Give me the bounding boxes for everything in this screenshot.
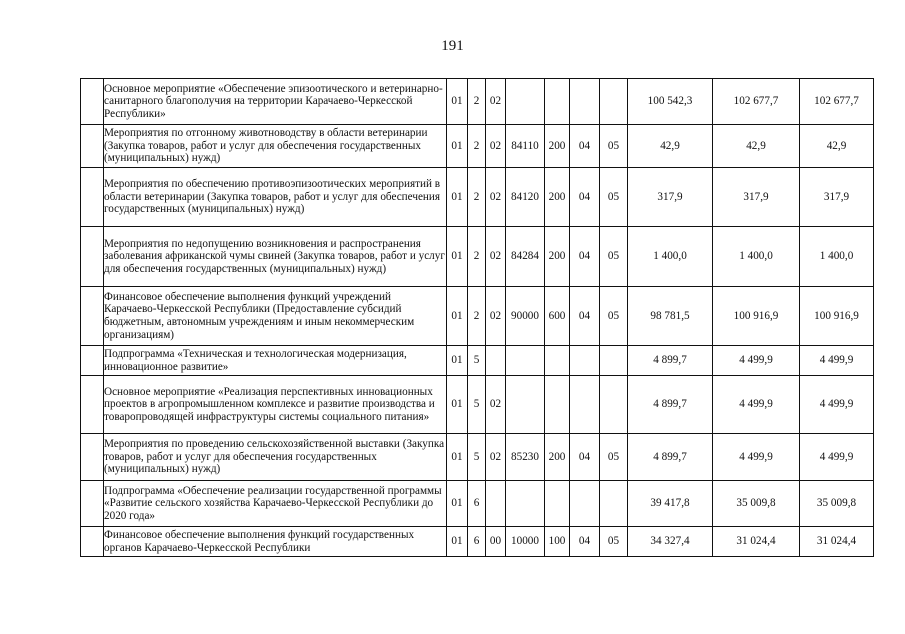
code-cell: 05 (600, 168, 628, 227)
item-name: Мероприятия по отгонному животноводству в области ветеринарии (Закупка товаров, работ и услуг для обеспечения государственных (муниципальных) нужд) (104, 125, 447, 168)
table-row (81, 434, 874, 481)
blank-cell (81, 125, 104, 168)
code-cell: 01 (447, 481, 468, 527)
table-row (81, 168, 874, 227)
code-cell: 2 (468, 168, 486, 227)
code-cell: 01 (447, 168, 468, 227)
code-cell: 05 (600, 287, 628, 346)
code-cell: 6 (468, 481, 486, 527)
code-cell: 05 (600, 527, 628, 557)
amount-cell: 4 899,7 (628, 376, 713, 434)
code-cell: 04 (570, 287, 600, 346)
amount-cell: 1 400,0 (628, 227, 713, 287)
item-name: Финансовое обеспечение выполнения функций государственных органов Карачаево-Черкесской Республики (104, 527, 447, 557)
code-cell: 05 (600, 227, 628, 287)
code-cell: 04 (570, 527, 600, 557)
blank-cell (81, 346, 104, 376)
code-cell (486, 481, 506, 527)
amount-cell: 98 781,5 (628, 287, 713, 346)
amount-cell: 317,9 (628, 168, 713, 227)
amount-cell: 102 677,7 (713, 79, 800, 125)
code-cell: 02 (486, 79, 506, 125)
code-cell (600, 376, 628, 434)
code-cell (545, 346, 570, 376)
code-cell: 200 (545, 434, 570, 481)
amount-cell: 100 916,9 (713, 287, 800, 346)
item-name: Мероприятия по недопущению возникновения и распространения заболевания африканской чумы свиней (Закупка товаров, работ и услуг для обеспечения государственных (муниципальных) нужд) (104, 227, 447, 287)
code-cell: 5 (468, 434, 486, 481)
amount-cell: 100 916,9 (800, 287, 874, 346)
code-cell: 02 (486, 227, 506, 287)
code-cell (506, 481, 545, 527)
page-number: 191 (441, 38, 464, 54)
code-cell: 84284 (506, 227, 545, 287)
code-cell (545, 376, 570, 434)
amount-cell: 31 024,4 (713, 527, 800, 557)
amount-cell: 4 899,7 (628, 434, 713, 481)
code-cell: 2 (468, 287, 486, 346)
code-cell: 01 (447, 376, 468, 434)
item-name: Финансовое обеспечение выполнения функций учреждений Карачаево-Черкесской Республики (Предоставление субсидий бюджетным, автономным учреждениям и иным некоммерческим организациям) (104, 287, 447, 346)
code-cell: 01 (447, 227, 468, 287)
table-row (81, 227, 874, 287)
amount-cell: 4 499,9 (800, 376, 874, 434)
code-cell: 02 (486, 434, 506, 481)
code-cell: 5 (468, 376, 486, 434)
table-row (81, 287, 874, 346)
code-cell: 02 (486, 376, 506, 434)
blank-cell (81, 434, 104, 481)
amount-cell: 4 499,9 (800, 346, 874, 376)
amount-cell: 102 677,7 (800, 79, 874, 125)
code-cell: 02 (486, 287, 506, 346)
code-cell: 04 (570, 434, 600, 481)
table-row (81, 346, 874, 376)
code-cell: 04 (570, 168, 600, 227)
code-cell: 05 (600, 125, 628, 168)
amount-cell: 39 417,8 (628, 481, 713, 527)
amount-cell: 4 499,9 (713, 346, 800, 376)
code-cell (506, 79, 545, 125)
code-cell: 6 (468, 527, 486, 557)
code-cell: 5 (468, 346, 486, 376)
code-cell: 200 (545, 227, 570, 287)
item-name: Подпрограмма «Обеспечение реализации государственной программы «Развитие сельского хозяйства Карачаево-Черкесской Республики до 2020 года» (104, 481, 447, 527)
amount-cell: 4 499,9 (800, 434, 874, 481)
amount-cell: 4 499,9 (713, 376, 800, 434)
code-cell: 2 (468, 227, 486, 287)
amount-cell: 1 400,0 (800, 227, 874, 287)
code-cell: 05 (600, 434, 628, 481)
code-cell: 01 (447, 346, 468, 376)
code-cell: 85230 (506, 434, 545, 481)
item-name: Основное мероприятие «Обеспечение эпизоотического и ветеринарно-санитарного благополучия на территории Карачаево-Черкесской Республики» (104, 79, 447, 125)
code-cell: 600 (545, 287, 570, 346)
code-cell (570, 79, 600, 125)
amount-cell: 4 499,9 (713, 434, 800, 481)
code-cell: 90000 (506, 287, 545, 346)
code-cell (600, 481, 628, 527)
table-row (81, 527, 874, 557)
amount-cell: 100 542,3 (628, 79, 713, 125)
code-cell (570, 481, 600, 527)
code-cell: 02 (486, 168, 506, 227)
code-cell: 01 (447, 527, 468, 557)
code-cell: 84110 (506, 125, 545, 168)
blank-cell (81, 287, 104, 346)
code-cell: 2 (468, 79, 486, 125)
code-cell (545, 79, 570, 125)
blank-cell (81, 376, 104, 434)
code-cell: 84120 (506, 168, 545, 227)
code-cell (545, 481, 570, 527)
table-row (81, 481, 874, 527)
code-cell: 00 (486, 527, 506, 557)
code-cell: 02 (486, 125, 506, 168)
blank-cell (81, 527, 104, 557)
item-name: Мероприятия по проведению сельскохозяйственной выставки (Закупка товаров, работ и услуг для обеспечения государственных (муниципальных) нужд) (104, 434, 447, 481)
item-name: Мероприятия по обеспечению противоэпизоотических мероприятий в области ветеринарии (Закупка товаров, работ и услуг для обеспечения государственных (муниципальных) нужд) (104, 168, 447, 227)
code-cell: 2 (468, 125, 486, 168)
blank-cell (81, 79, 104, 125)
table-row (81, 125, 874, 168)
amount-cell: 42,9 (800, 125, 874, 168)
amount-cell: 317,9 (800, 168, 874, 227)
code-cell: 01 (447, 434, 468, 481)
code-cell: 04 (570, 125, 600, 168)
blank-cell (81, 481, 104, 527)
table-row (81, 376, 874, 434)
amount-cell: 35 009,8 (713, 481, 800, 527)
item-name: Основное мероприятие «Реализация перспективных инновационных проектов в агропромышленном комплексе и развитие производства и товаропроводящей инфраструктуры системы социального питания» (104, 376, 447, 434)
amount-cell: 1 400,0 (713, 227, 800, 287)
code-cell: 01 (447, 79, 468, 125)
code-cell (600, 346, 628, 376)
item-name: Подпрограмма «Техническая и технологическая модернизация, инновационное развитие» (104, 346, 447, 376)
amount-cell: 31 024,4 (800, 527, 874, 557)
amount-cell: 35 009,8 (800, 481, 874, 527)
code-cell: 01 (447, 125, 468, 168)
code-cell (600, 79, 628, 125)
code-cell (506, 346, 545, 376)
code-cell: 100 (545, 527, 570, 557)
code-cell: 10000 (506, 527, 545, 557)
amount-cell: 34 327,4 (628, 527, 713, 557)
code-cell (570, 346, 600, 376)
code-cell: 01 (447, 287, 468, 346)
amount-cell: 4 899,7 (628, 346, 713, 376)
code-cell: 200 (545, 125, 570, 168)
code-cell: 04 (570, 227, 600, 287)
code-cell (486, 346, 506, 376)
table-row (81, 79, 874, 125)
blank-cell (81, 168, 104, 227)
blank-cell (81, 227, 104, 287)
budget-table (80, 78, 874, 557)
amount-cell: 317,9 (713, 168, 800, 227)
amount-cell: 42,9 (628, 125, 713, 168)
code-cell (570, 376, 600, 434)
code-cell (506, 376, 545, 434)
code-cell: 200 (545, 168, 570, 227)
amount-cell: 42,9 (713, 125, 800, 168)
